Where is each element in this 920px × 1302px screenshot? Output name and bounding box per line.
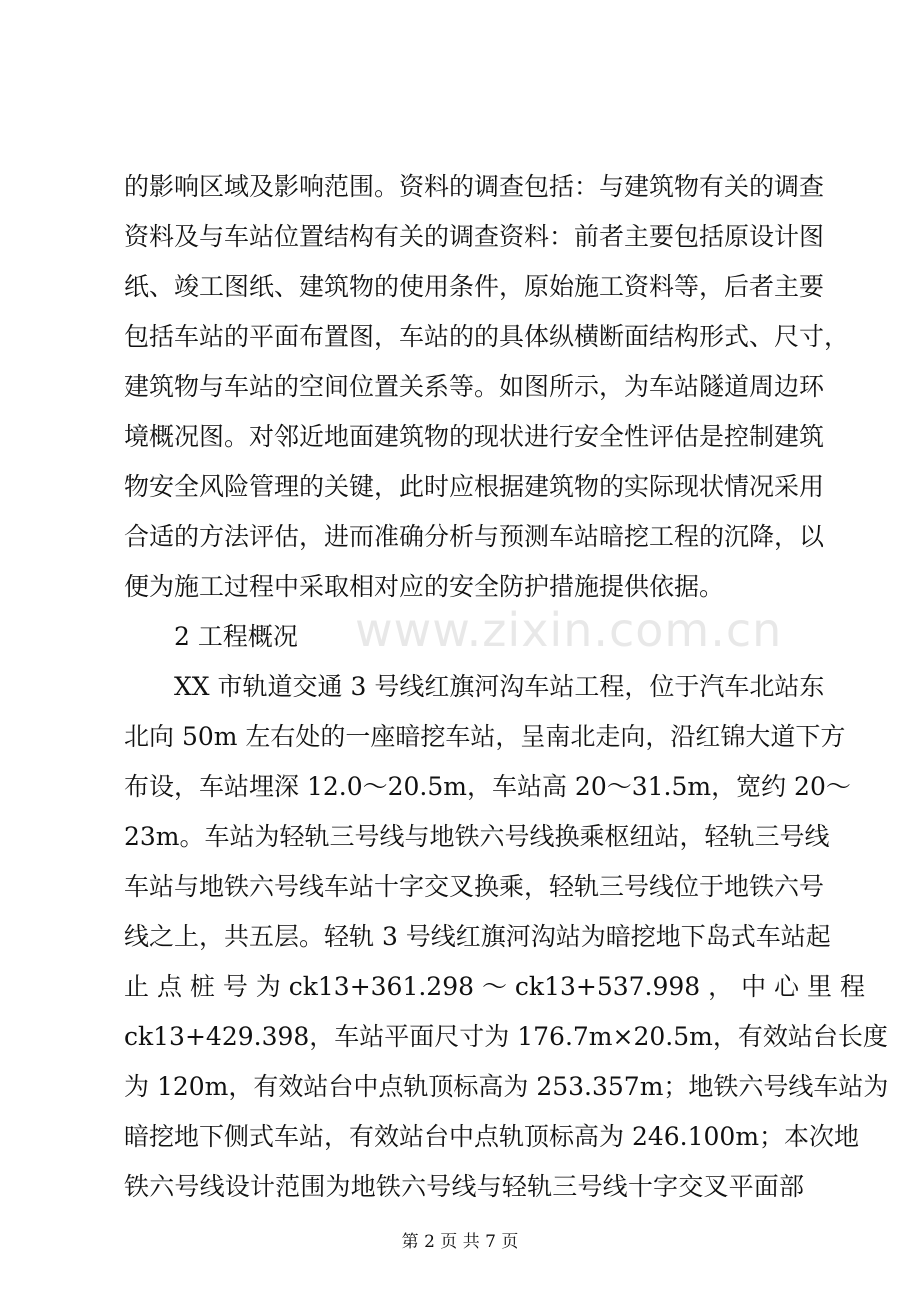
paragraph-line: 暗挖地下侧式车站，有效站台中点轨顶标高为 246.100m；本次地 bbox=[124, 1122, 860, 1151]
paragraph-line: 23m。车站为轻轨三号线与地铁六号线换乘枢纽站，轻轨三号线 bbox=[124, 822, 830, 851]
paragraph-line: 便为施工过程中采取相对应的安全防护措施提供依据。 bbox=[124, 572, 725, 601]
paragraph-line: 北向 50m 左右处的一座暗挖车站，呈南北走向，沿红锦大道下方 bbox=[124, 722, 846, 751]
paragraph-line: 布设，车站埋深 12.0～20.5m，车站高 20～31.5m，宽约 20～ bbox=[124, 772, 851, 801]
paragraph-line: 纸、竣工图纸、建筑物的使用条件，原始施工资料等，后者主要 bbox=[124, 272, 825, 301]
watermark: www.zixin.com.cn bbox=[355, 603, 783, 657]
paragraph-line: 资料及与车站位置结构有关的调查资料：前者主要包括原设计图 bbox=[124, 222, 825, 251]
paragraph-line: 合适的方法评估，进而准确分析与预测车站暗挖工程的沉降，以 bbox=[124, 522, 825, 551]
paragraph-line: 境概况图。对邻近地面建筑物的现状进行安全性评估是控制建筑 bbox=[124, 422, 825, 451]
paragraph-line: 铁六号线设计范围为地铁六号线与轻轨三号线十字交叉平面部 bbox=[124, 1172, 804, 1201]
paragraph-line: 为 120m，有效站台中点轨顶标高为 253.357m；地铁六号线车站为 bbox=[124, 1072, 889, 1101]
paragraph-line: XX 市轨道交通 3 号线红旗河沟车站工程，位于汽车北站东 bbox=[174, 672, 825, 701]
paragraph-line: ck13+429.398，车站平面尺寸为 176.7m×20.5m，有效站台长度 bbox=[124, 1022, 888, 1051]
paragraph-line: 车站与地铁六号线车站十字交叉换乘，轻轨三号线位于地铁六号 bbox=[124, 872, 825, 901]
paragraph-line: 的影响区域及影响范围。资料的调查包括：与建筑物有关的调查 bbox=[124, 172, 825, 201]
paragraph-line: 物安全风险管理的关键，此时应根据建筑物的实际现状情况采用 bbox=[124, 472, 825, 501]
section-heading: 2 工程概况 bbox=[174, 622, 298, 651]
paragraph-line: 止 点 桩 号 为 ck13+361.298 ～ ck13+537.998 ， 中 心 里 程 bbox=[124, 972, 865, 1001]
paragraph-line: 线之上，共五层。轻轨 3 号线红旗河沟站为暗挖地下岛式车站起 bbox=[124, 922, 831, 951]
paragraph-line: 建筑物与车站的空间位置关系等。如图所示，为车站隧道周边环 bbox=[124, 372, 825, 401]
page-footer: 第 2 页 共 7 页 bbox=[401, 1232, 519, 1252]
paragraph-line: 包括车站的平面布置图，车站的的具体纵横断面结构形式、尺寸， bbox=[124, 322, 850, 351]
